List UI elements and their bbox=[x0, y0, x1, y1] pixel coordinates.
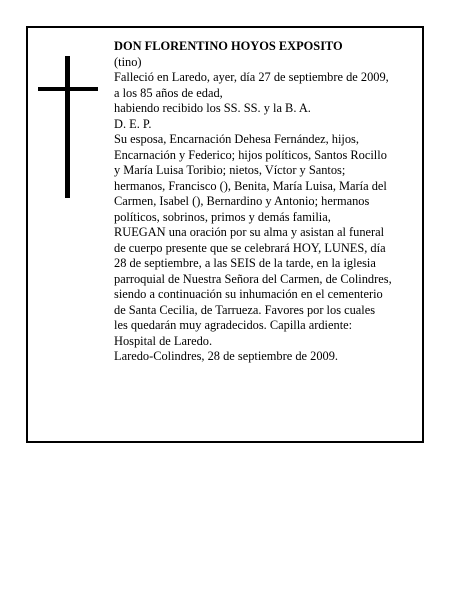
gratitude-line: les quedarán muy agradecidos. Capilla ardiente: bbox=[114, 318, 353, 332]
deceased-name: DON FLORENTINO HOYOS EXPOSITO bbox=[114, 39, 343, 53]
funeral-line: de cuerpo presente que se celebrará HOY, LUNES, día bbox=[114, 240, 386, 255]
death-announcement-line: Falleció en Laredo, ayer, día 27 de septiembre de 2009, bbox=[114, 70, 389, 84]
family-line: Encarnación y Federico; hijos políticos, Santos Rocillo bbox=[114, 147, 387, 162]
funeral-line: parroquial de Nuestra Señora del Carmen, de Colindres, bbox=[114, 271, 392, 286]
cross-icon bbox=[38, 56, 98, 198]
burial-line: siendo a continuación su inhumación en el cementerio bbox=[114, 287, 383, 301]
age-line: a los 85 años de edad, bbox=[114, 85, 223, 100]
nickname-line: (tino) bbox=[114, 54, 142, 69]
burial-line: de Santa Cecilia, de Tarrueza. Favores por los cuales bbox=[114, 302, 376, 317]
family-line: hermanos, Francisco (), Benita, María Luisa, María del bbox=[114, 178, 387, 193]
funeral-line: RUEGAN una oración por su alma y asistan al funeral bbox=[114, 225, 385, 239]
rip-line: D. E. P. bbox=[114, 116, 152, 131]
family-line: y María Luisa Toribio; nietos, Víctor y Santos; bbox=[114, 163, 346, 177]
place-date-line: Laredo-Colindres, 28 de septiembre de 2009. bbox=[114, 349, 338, 363]
family-line: Su esposa, Encarnación Dehesa Fernández, hijos, bbox=[114, 132, 359, 146]
family-line: políticos, sobrinos, primos y demás familia, bbox=[114, 209, 331, 224]
obituary-text bbox=[114, 39, 420, 365]
funeral-line: 28 de septiembre, a las SEIS de la tarde, en la iglesia bbox=[114, 256, 376, 270]
obituary-notice bbox=[26, 26, 424, 443]
cross-vertical-bar bbox=[65, 56, 70, 198]
chapel-line: Hospital de Laredo. bbox=[114, 333, 213, 348]
family-line: Carmen, Isabel (), Bernardino y Antonio; hermanos bbox=[114, 194, 370, 208]
cross-horizontal-bar bbox=[38, 87, 98, 91]
sacraments-line: habiendo recibido los SS. SS. y la B. A. bbox=[114, 101, 311, 115]
